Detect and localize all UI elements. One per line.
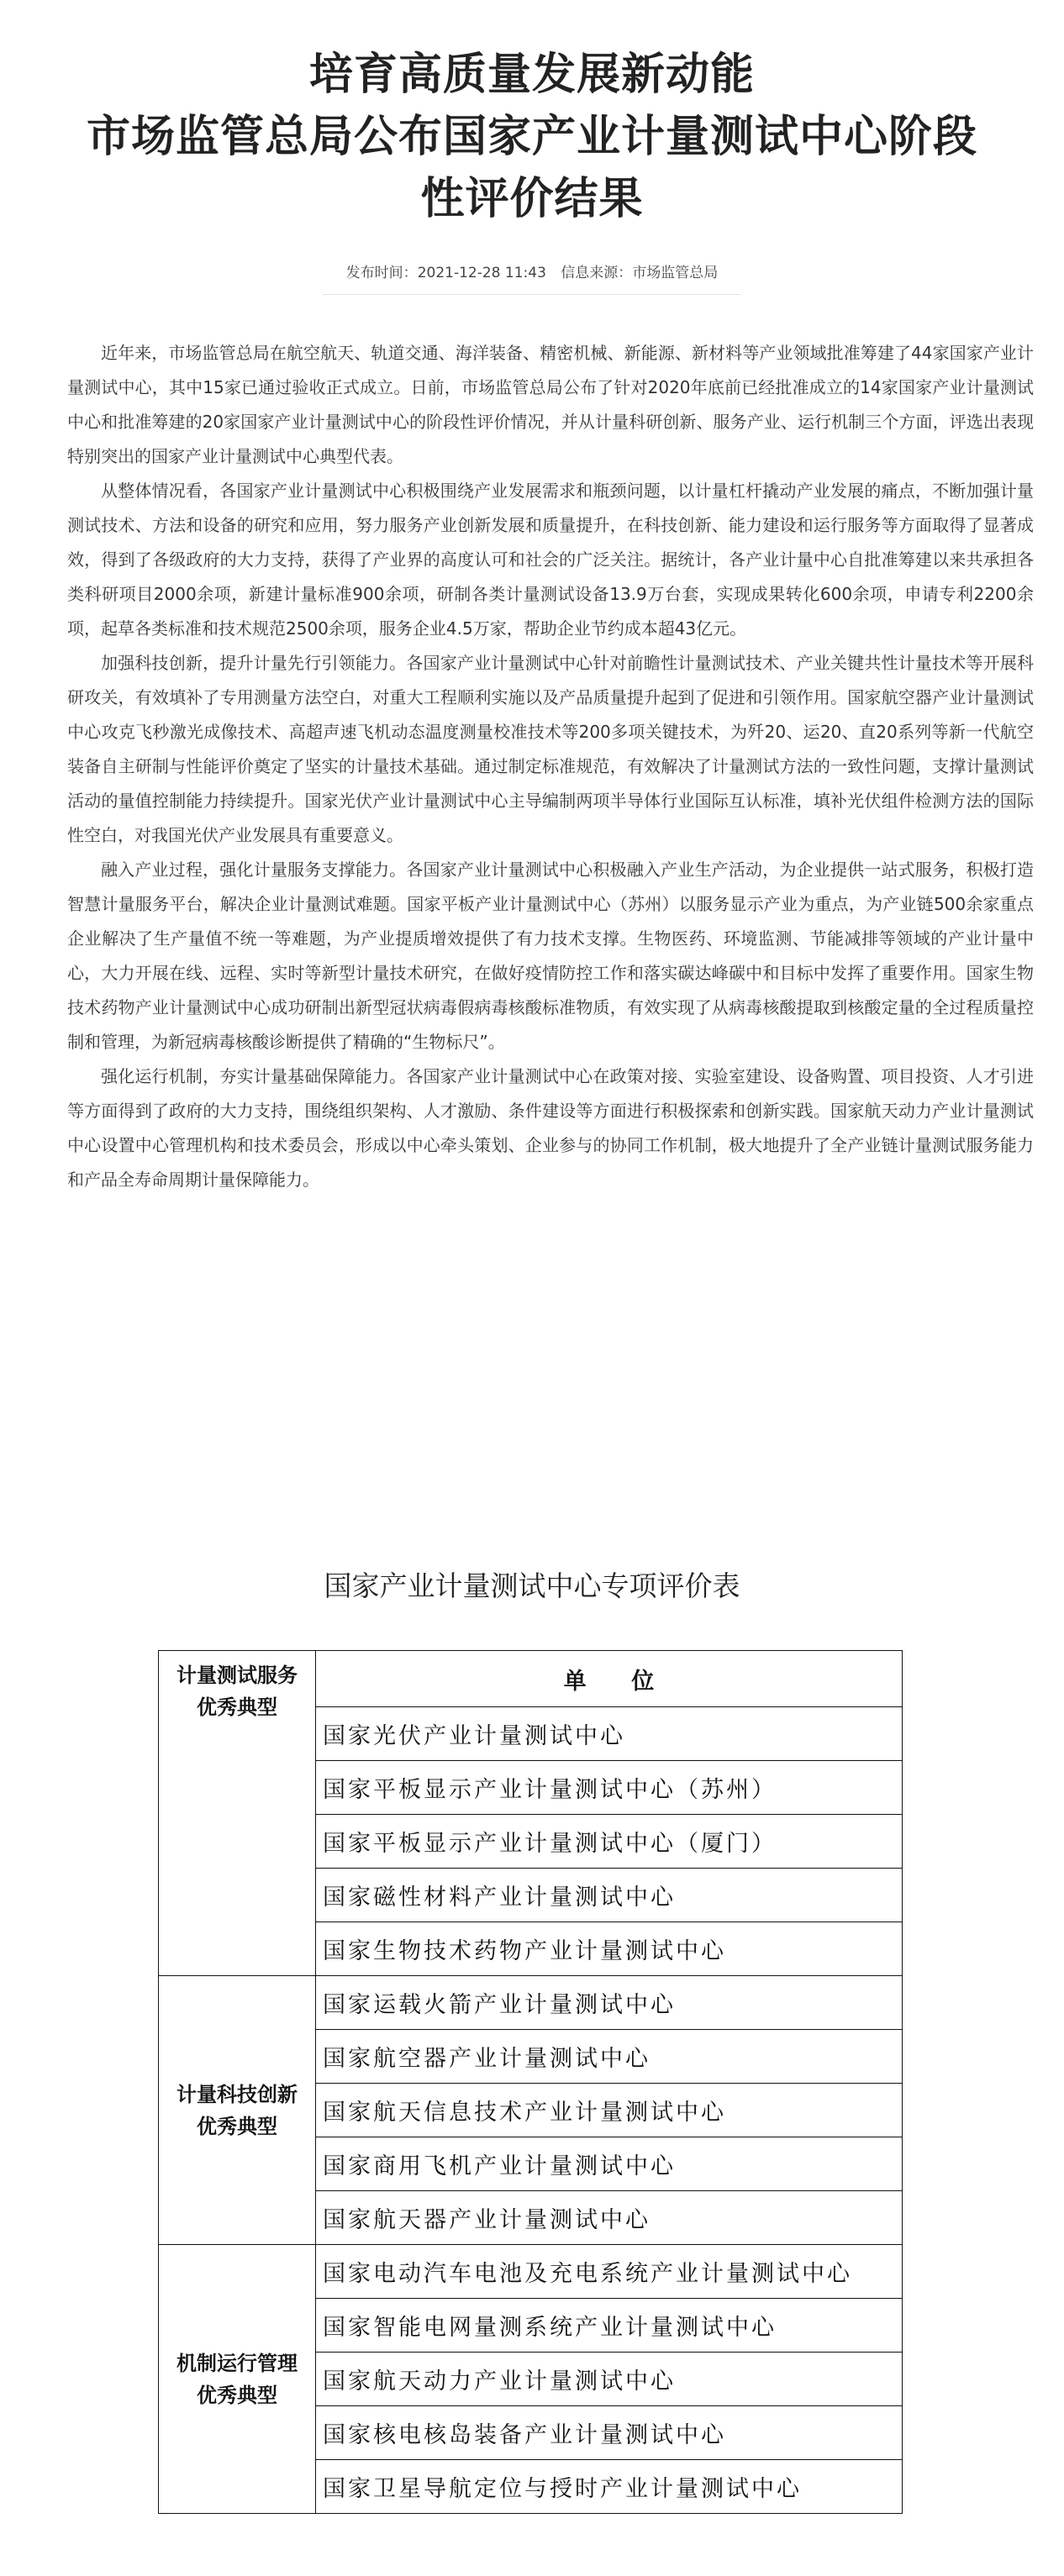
unit-cell: 国家平板显示产业计量测试中心（厦门） [316,1815,903,1869]
unit-cell: 国家磁性材料产业计量测试中心 [316,1869,903,1922]
title-line: 培育高质量发展新动能 [308,50,755,100]
source-info [561,265,718,281]
category-cell [159,2245,316,2514]
title-line: 市场监管总局公布国家产业计量测试中心阶段 [86,112,977,162]
article-meta [0,260,1064,281]
article-paragraph: 融入产业过程，强化计量服务支撑能力。各国家产业计量测试中心积极融入产业生产活动，为企业提供一站式服务，积极打造智慧计量服务平台，解决企业计量测试难题。国家平板产业计量测试中心（苏州）以服务显示产业为重点，为产业链500余家重点企业解决了生产量值不统一等难题，为产业提质增效提供了有力技术支撑。生物医药、环境监测、节能减排等领域的产业计量中心，大力开展在线、远程、实时等新型计量技术研究，在做好疫情防控工作和落实碳达峰碳中和目标中发挥了重要作用。国家生物技术药物产业计量测试中心成功研制出新型冠状病毒假病毒核酸标准物质，有效实现了从病毒核酸提取到核酸定量的全过程质量控制和管理，为新冠病毒核酸诊断提供了精确的“生物标尺”。 [67,860,1034,1052]
unit-cell: 国家电动汽车电池及充电系统产业计量测试中心 [316,2245,903,2299]
unit-cell: 国家商用飞机产业计量测试中心 [316,2137,903,2191]
category-line: 优秀典型 [197,2114,277,2138]
category-line: 计量科技创新 [176,2082,298,2106]
table-row [159,2245,903,2299]
table-row [159,1651,903,1707]
unit-cell: 国家航天器产业计量测试中心 [316,2191,903,2245]
category-line: 优秀典型 [197,2383,277,2407]
unit-cell: 国家航天信息技术产业计量测试中心 [316,2084,903,2137]
category-line: 机制运行管理 [176,2351,298,2375]
category-cell [159,1651,316,1976]
publish-label: 发布时间： [345,265,418,281]
unit-cell: 国家生物技术药物产业计量测试中心 [316,1922,903,1976]
category-line: 计量测试服务 [176,1664,298,1687]
article-paragraph: 加强科技创新，提升计量先行引领能力。各国家产业计量测试中心针对前瞻性计量测试技术、产业关键共性计量技术等开展科研攻关，有效填补了专用测量方法空白，对重大工程顺利实施以及产品质量提升起到了促进和引领作用。国家航空器产业计量测试中心攻克飞秒激光成像技术、高超声速飞机动态温度测量校准技术等200多项关键技术，为歼20、运20、直20系列等新一代航空装备自主研制与性能评价奠定了坚实的计量技术基础。通过制定标准规范，有效解决了计量测试方法的一致性问题，支撑计量测试活动的量值控制能力持续提升。国家光伏产业计量测试中心主导编制两项半导体行业国际互认标准，填补光伏组件检测方法的国际性空白，对我国光伏产业发展具有重要意义。 [67,653,1034,845]
publish-info [346,265,546,281]
publish-time: 2021-12-28 11:43 [417,265,546,281]
article-paragraph: 强化运行机制，夯实计量基础保障能力。各国家产业计量测试中心在政策对接、实验室建设、设备购置、项目投资、人才引进等方面得到了政府的大力支持，围绕组织架构、人才激励、条件建设等方面进行积极探索和创新实践。国家航天动力产业计量测试中心设置中心管理机构和技术委员会，形成以中心牵头策划、企业参与的协同工作机制，极大地提升了全产业链计量测试服务能力和产品全寿命周期计量保障能力。 [67,1066,1034,1190]
unit-cell: 国家光伏产业计量测试中心 [316,1707,903,1761]
article-body [67,336,1034,1197]
title-line: 性评价结果 [420,174,644,224]
unit-header: 单 位 [316,1651,903,1707]
table-title: 国家产业计量测试中心专项评价表 [324,1569,740,1602]
category-cell [159,1976,316,2245]
meta-divider [324,294,740,295]
unit-cell: 国家平板显示产业计量测试中心（苏州） [316,1761,903,1815]
unit-cell: 国家智能电网量测系统产业计量测试中心 [316,2299,903,2353]
category-line: 优秀典型 [197,1695,277,1719]
unit-cell: 国家航空器产业计量测试中心 [316,2030,903,2084]
article-paragraph: 近年来，市场监管总局在航空航天、轨道交通、海洋装备、精密机械、新能源、新材料等产业领域批准筹建了44家国家产业计量测试中心，其中15家已通过验收正式成立。日前，市场监管总局公布了针对2020年底前已经批准成立的14家国家产业计量测试中心和批准筹建的20家国家产业计量测试中心的阶段性评价情况，并从计量科研创新、服务产业、运行机制三个方面，评选出表现特别突出的国家产业计量测试中心典型代表。 [67,343,1034,466]
unit-cell: 国家卫星导航定位与授时产业计量测试中心 [316,2460,903,2514]
unit-cell: 国家航天动力产业计量测试中心 [316,2353,903,2406]
article-title [0,44,1064,230]
evaluation-table [158,1650,903,2514]
source-name: 市场监管总局 [632,265,719,281]
table-row [159,1976,903,2030]
unit-cell: 国家运载火箭产业计量测试中心 [316,1976,903,2030]
article-paragraph: 从整体情况看，各国家产业计量测试中心积极围绕产业发展需求和瓶颈问题，以计量杠杆撬动产业发展的痛点，不断加强计量测试技术、方法和设备的研究和应用，努力服务产业创新发展和质量提升，在科技创新、能力建设和运行服务等方面取得了显著成效，得到了各级政府的大力支持，获得了产业界的高度认可和社会的广泛关注。据统计，各产业计量中心自批准筹建以来共承担各类科研项目2000余项，新建计量标准900余项，研制各类计量测试设备13.9万台套，实现成果转化600余项，申请专利2200余项，起草各类标准和技术规范2500余项，服务企业4.5万家，帮助企业节约成本超43亿元。 [67,481,1034,639]
source-label: 信息来源： [561,265,633,281]
unit-cell: 国家核电核岛装备产业计量测试中心 [316,2406,903,2460]
